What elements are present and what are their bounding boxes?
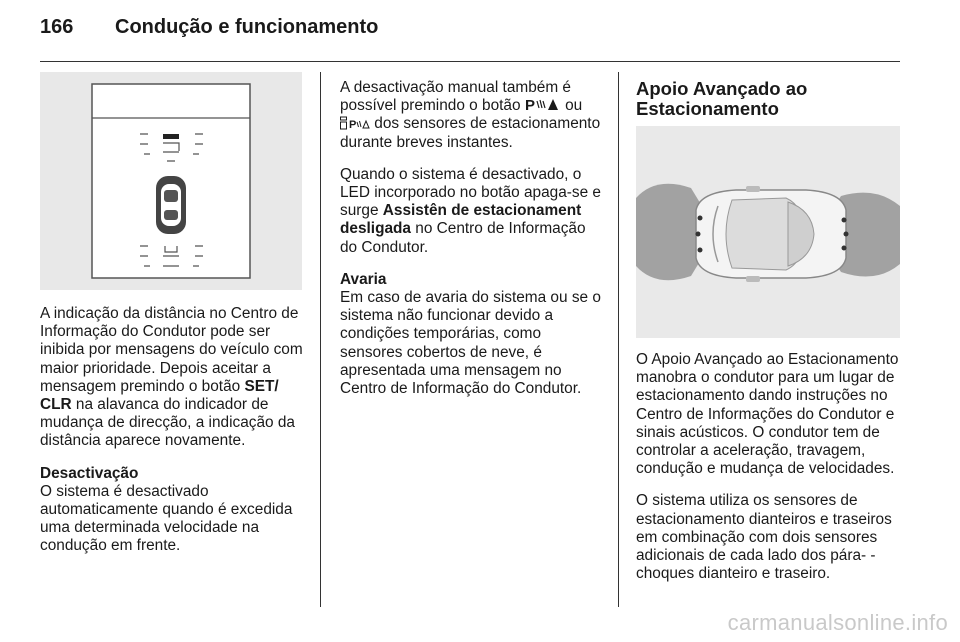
svg-text:P: P xyxy=(349,119,357,131)
distance-indication-paragraph: A indicação da distância no Centro de Informação do Condutor pode ser inibida por mensagens do veículo com maior prioridade. Depois aceitar a mensagem premindo o botão SET/ CLR na alavanca do indicador de mudança de direcção, a indicação da distância aparece novamente. xyxy=(40,305,303,450)
column-divider-2 xyxy=(618,72,619,607)
advanced-parking-assist-heading: Apoio Avançado ao Estacionamento xyxy=(636,78,808,119)
advanced-parking-assist-figure xyxy=(636,126,900,338)
page-number: 166 xyxy=(40,16,74,38)
car-top-view-icon xyxy=(696,186,846,282)
fault-paragraph: Em caso de avaria do sistema ou se o sistema não funcionar devido a condições temporárias, como sensores cobertos de neve, é apresentada uma mensagem no Centro de Informação do Condutor. xyxy=(340,289,601,398)
column-2 xyxy=(340,79,606,412)
manual-deactivation-paragraph: A desactivação manual também é possível premindo o botão P ou P dos sensores de estacionamento durante breves instantes. xyxy=(340,79,601,151)
watermark: carmanualsonline.info xyxy=(727,610,948,635)
parking-sensor-button-icon xyxy=(525,97,561,112)
parking-display-illustration xyxy=(40,72,302,290)
car-sensor-zones-illustration xyxy=(636,126,900,338)
deactivation-paragraph: O sistema é desactivado automaticamente quando é excedida uma determinada velocidade na condução em frente. xyxy=(40,482,293,555)
column-divider-1 xyxy=(320,72,321,607)
fault-heading: Avaria xyxy=(340,270,387,288)
parking-distance-display-figure xyxy=(40,72,302,290)
set-clr-label: SET/ CLR xyxy=(40,377,279,414)
deactivated-led-paragraph: Quando o sistema é desactivado, o LED incorporado no botão apaga-se e surge Assistên de estacionament desligada no Centro de Informação do Condutor. xyxy=(340,165,601,256)
page-header xyxy=(40,16,378,50)
advanced-parking-assist-paragraph-2: O sistema utiliza os sensores de estacionamento dianteiros e traseiros em combinação com dois sensores adicionais de cada lado dos pára- -choques dianteiro e traseiro. xyxy=(636,492,892,583)
parking-assist-button-icon xyxy=(340,116,370,130)
column-3 xyxy=(636,351,904,597)
page-title: Condução e funcionamento xyxy=(115,16,379,38)
deactivation-heading: Desactivação xyxy=(40,464,139,482)
svg-text:P: P xyxy=(524,97,535,113)
parking-assist-off-message: Assistên de estacionament desligada xyxy=(340,202,582,238)
advanced-parking-assist-paragraph-1: O Apoio Avançado ao Estacionamento manobra o condutor para um lugar de estacionamento dando instruções no Centro de Informações do Condutor e sinais acústicos. O condutor tem de controlar a aceleração, travagem, condução e mudança de velocidades. xyxy=(636,351,899,478)
car-top-view-icon xyxy=(156,176,186,234)
column-1 xyxy=(40,305,306,570)
header-rule xyxy=(40,61,900,62)
